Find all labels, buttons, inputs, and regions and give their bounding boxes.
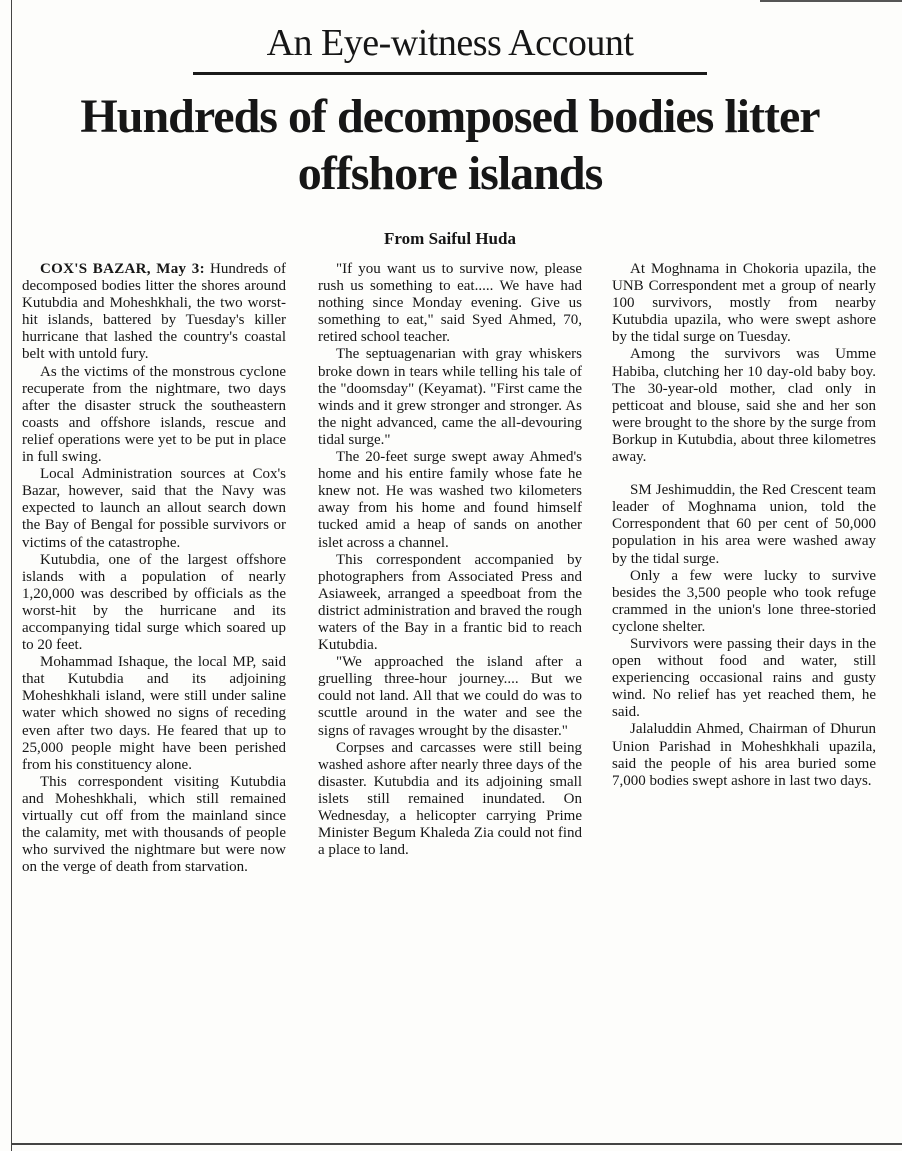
- article-paragraph: This correspondent accompanied by photographers from Associated Press and Asiaweek, arranged a speedboat from the district administration and braved the rough waters of the Bay in a frantic bid to reach Kutubdia.: [318, 551, 582, 654]
- article-paragraph: Survivors were passing their days in the open without food and water, still experiencing occasional rains and gusty wind. No relief has yet reached them, he said.: [612, 635, 876, 721]
- paragraph-spacer: [612, 466, 876, 482]
- headline: Hundreds of decomposed bodies litter offshore islands: [80, 90, 820, 200]
- article-paragraph: At Moghnama in Chokoria upazila, the UNB Correspondent met a group of nearly 100 survivors, mostly from nearby Kutubdia upazila, who were swept ashore by the tidal surge on Tuesday.: [612, 261, 876, 346]
- column-border-left: [11, 0, 12, 1151]
- article-paragraph: Local Administration sources at Cox's Bazar, however, said that the Navy was expected to launch an allout search down the Bay of Bengal for possible survivors or victims of the catastrophe.: [22, 466, 286, 551]
- article-paragraph: Only a few were lucky to survive besides the 3,500 people who took refuge crammed in the union's lone three-storied cyclone shelter.: [612, 567, 876, 635]
- article-paragraph: SM Jeshimuddin, the Red Crescent team leader of Moghnama union, told the Correspondent that 60 per cent of 50,000 population in his area were washed away by the tidal surge.: [612, 482, 876, 567]
- paragraph-text: Hundreds of decomposed bodies litter the shores around Kutubdia and Moheshkhali, the two worst-hit islands, battered by Tuesday's killer hurricane that lashed the country's coastal belt with untold fury.: [22, 261, 287, 363]
- article-column-2: [318, 261, 582, 859]
- article-paragraph: As the victims of the monstrous cyclone recuperate from the nightmare, two days after the disaster struck the southeastern coasts and offshore islands, rescue and relief operations were yet to be put in place in full swing.: [22, 363, 286, 466]
- article-paragraph: Kutubdia, one of the largest offshore islands with a population of nearly 1,20,000 was described by officials as the worst-hit by the hurricane and its accompanying tidal surge which soared up to 20 feet.: [22, 551, 286, 654]
- article-paragraph: Among the survivors was Umme Habiba, clutching her 10 day-old baby boy. The 30-year-old mother, clad only in petticoat and blouse, said she and her son were brought to the shore by the surge from Borkup in Kutubdia, about three kilometres away.: [612, 346, 876, 466]
- kicker-underline: [193, 72, 707, 75]
- article-paragraph: Corpses and carcasses were still being washed ashore after nearly three days of the disaster. Kutubdia and its adjoining small islets still remained inundated. On Wednesday, a helicopter carrying Prime Minister Begum Khaleda Zia could not find a place to land.: [318, 739, 582, 859]
- article-paragraph: "We approached the island after a gruelling three-hour journey.... But we could not land. All that we could do was to scuttle around in the water and see the signs of ravages wrought by the disaster.": [318, 654, 582, 739]
- article-paragraph: The 20-feet surge swept away Ahmed's home and his entire family whose fate he knew not. He was washed two kilometers away from his home and found himself tucked amid a heap of sands on another islet across a channel.: [318, 449, 582, 551]
- article-paragraph: "If you want us to survive now, please rush us something to eat..... We have had nothing since Monday evening. Give us something to eat," said Syed Ahmed, 70, retired school teacher.: [318, 261, 582, 346]
- article-paragraph: [22, 261, 286, 364]
- kicker: An Eye-witness Account: [266, 22, 634, 64]
- column-border-top: [760, 0, 902, 2]
- article-paragraph: Mohammad Ishaque, the local MP, said that Kutubdia and its adjoining Moheshkhali island, were still under saline water which showed no signs of receding even after two days. He feared that up to 25,000 people might have been perished from his constituency alone.: [22, 654, 286, 773]
- column-border-bottom: [12, 1143, 902, 1145]
- article-paragraph: Jalaluddin Ahmed, Chairman of Dhurun Union Parishad in Moheshkhali upazila, said the people of his area buried some 7,000 bodies swept ashore in last two days.: [612, 721, 876, 789]
- article-column-3: [612, 261, 876, 790]
- byline: From Saiful Huda: [384, 229, 516, 248]
- article-paragraph: This correspondent visiting Kutubdia and Moheshkhali, which still remained virtually cut off from the mainland since the calamity, met with thousands of people who survived the nightmare but were now on the verge of death from starvation.: [22, 773, 286, 876]
- dateline: COX'S BAZAR, May 3:: [40, 261, 205, 277]
- article-paragraph: The septuagenarian with gray whiskers broke down in tears while telling his tale of the "doomsday" (Keyamat). "First came the winds and it grew stronger and stronger. As the night advanced, came the all-devouring tidal surge.": [318, 346, 582, 448]
- article-column-1: [22, 261, 286, 876]
